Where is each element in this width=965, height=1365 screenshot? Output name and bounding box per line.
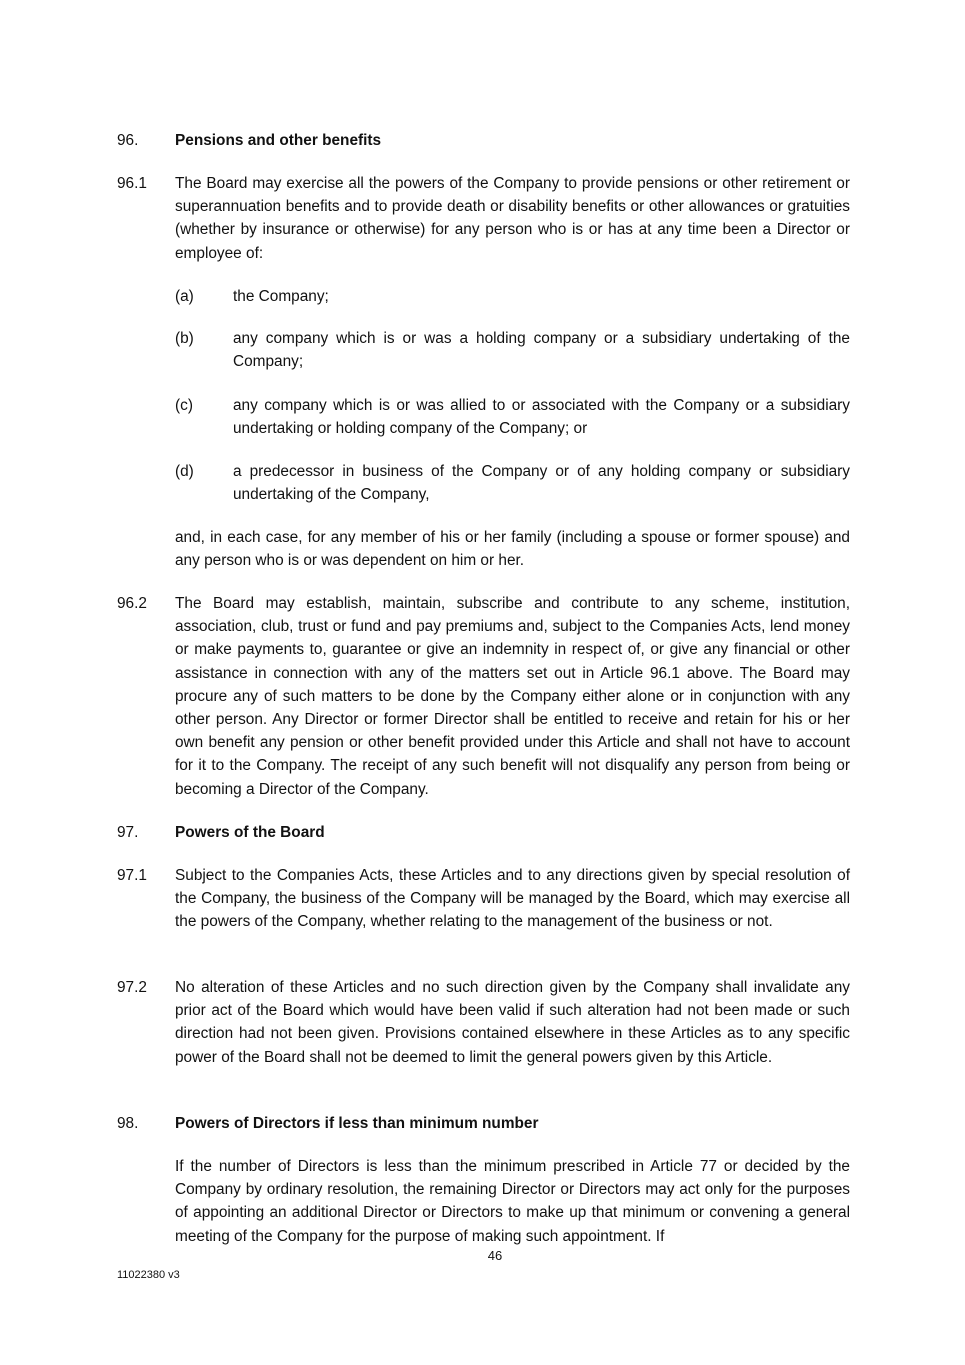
list-item-label: (a)	[175, 288, 194, 305]
clause-closing-text: and, in each case, for any member of his or her family (including a spouse or former spouse) and any person who is or was dependent on him or her.	[175, 529, 850, 570]
clause-number: 97.2	[117, 979, 147, 996]
section-title: Powers of Directors if less than minimum number	[175, 1115, 539, 1132]
clause-text: No alteration of these Articles and no such direction given by the Company shall invalidate any prior act of the Board which would have been valid if such alteration had not been made or such direction had not been given. Provisions contained elsewhere in these Articles as to any specific power of the Board shall not be deemed to limit the general powers given by this Article.	[175, 979, 850, 1066]
section-number: 97.	[117, 824, 139, 841]
clause-text: If the number of Directors is less than the minimum prescribed in Article 77 or decided by the Company by ordinary resolution, the remaining Director or Directors may act only for the purposes of appointing an additional Director or Directors to make up that minimum or convening a general meeting of the Company for the purpose of making such appointment. If	[175, 1158, 850, 1245]
section-number: 98.	[117, 1115, 139, 1132]
section-number: 96.	[117, 132, 139, 149]
list-item-text: any company which is or was allied to or associated with the Company or a subsidiary undertaking or holding company of the Company; or	[233, 397, 850, 438]
clause-text: The Board may establish, maintain, subscribe and contribute to any scheme, institution, association, club, trust or fund and pay premiums and, subject to the Companies Acts, lend money or make payments to, guarantee or give an indemnity in respect of, or give any financial or other assistance in connection with any of the matters set out in Article 96.1 above. The Board may procure any of such matters to be done by the Company either alone or in conjunction with any other person. Any Director or former Director shall be entitled to receive and retain for his or her own benefit any pension or other benefit provided under this Article and shall not have to account for it to the Company. The receipt of any such benefit will not disqualify any person from being or becoming a Director of the Company.	[175, 595, 850, 798]
clause-text: Subject to the Companies Acts, these Articles and to any directions given by special resolution of the Company, the business of the Company will be managed by the Board, which may exercise all the powers of the Company, whether relating to the management of the business or not.	[175, 867, 850, 931]
clause-number: 96.1	[117, 175, 147, 192]
clause-number: 97.1	[117, 867, 147, 884]
list-item-text: a predecessor in business of the Company or of any holding company or subsidiary undertaking of the Company,	[233, 463, 850, 504]
list-item-text: the Company;	[233, 288, 329, 305]
list-item-label: (d)	[175, 463, 194, 480]
clause-number: 96.2	[117, 595, 147, 612]
document-reference: 11022380 v3	[117, 1269, 180, 1281]
list-item-label: (c)	[175, 397, 193, 414]
section-title: Pensions and other benefits	[175, 132, 382, 149]
page-number: 46	[487, 1248, 503, 1263]
list-item-text: any company which is or was a holding company or a subsidiary undertaking of the Company;	[233, 330, 850, 371]
list-item-label: (b)	[175, 330, 194, 347]
section-title: Powers of the Board	[175, 824, 325, 841]
clause-text: The Board may exercise all the powers of the Company to provide pensions or other retirement or superannuation benefits and to provide death or disability benefits or other allowances or gratuities (whether by insurance or otherwise) for any person who is or has at any time been a Director or employee of:	[175, 175, 850, 262]
